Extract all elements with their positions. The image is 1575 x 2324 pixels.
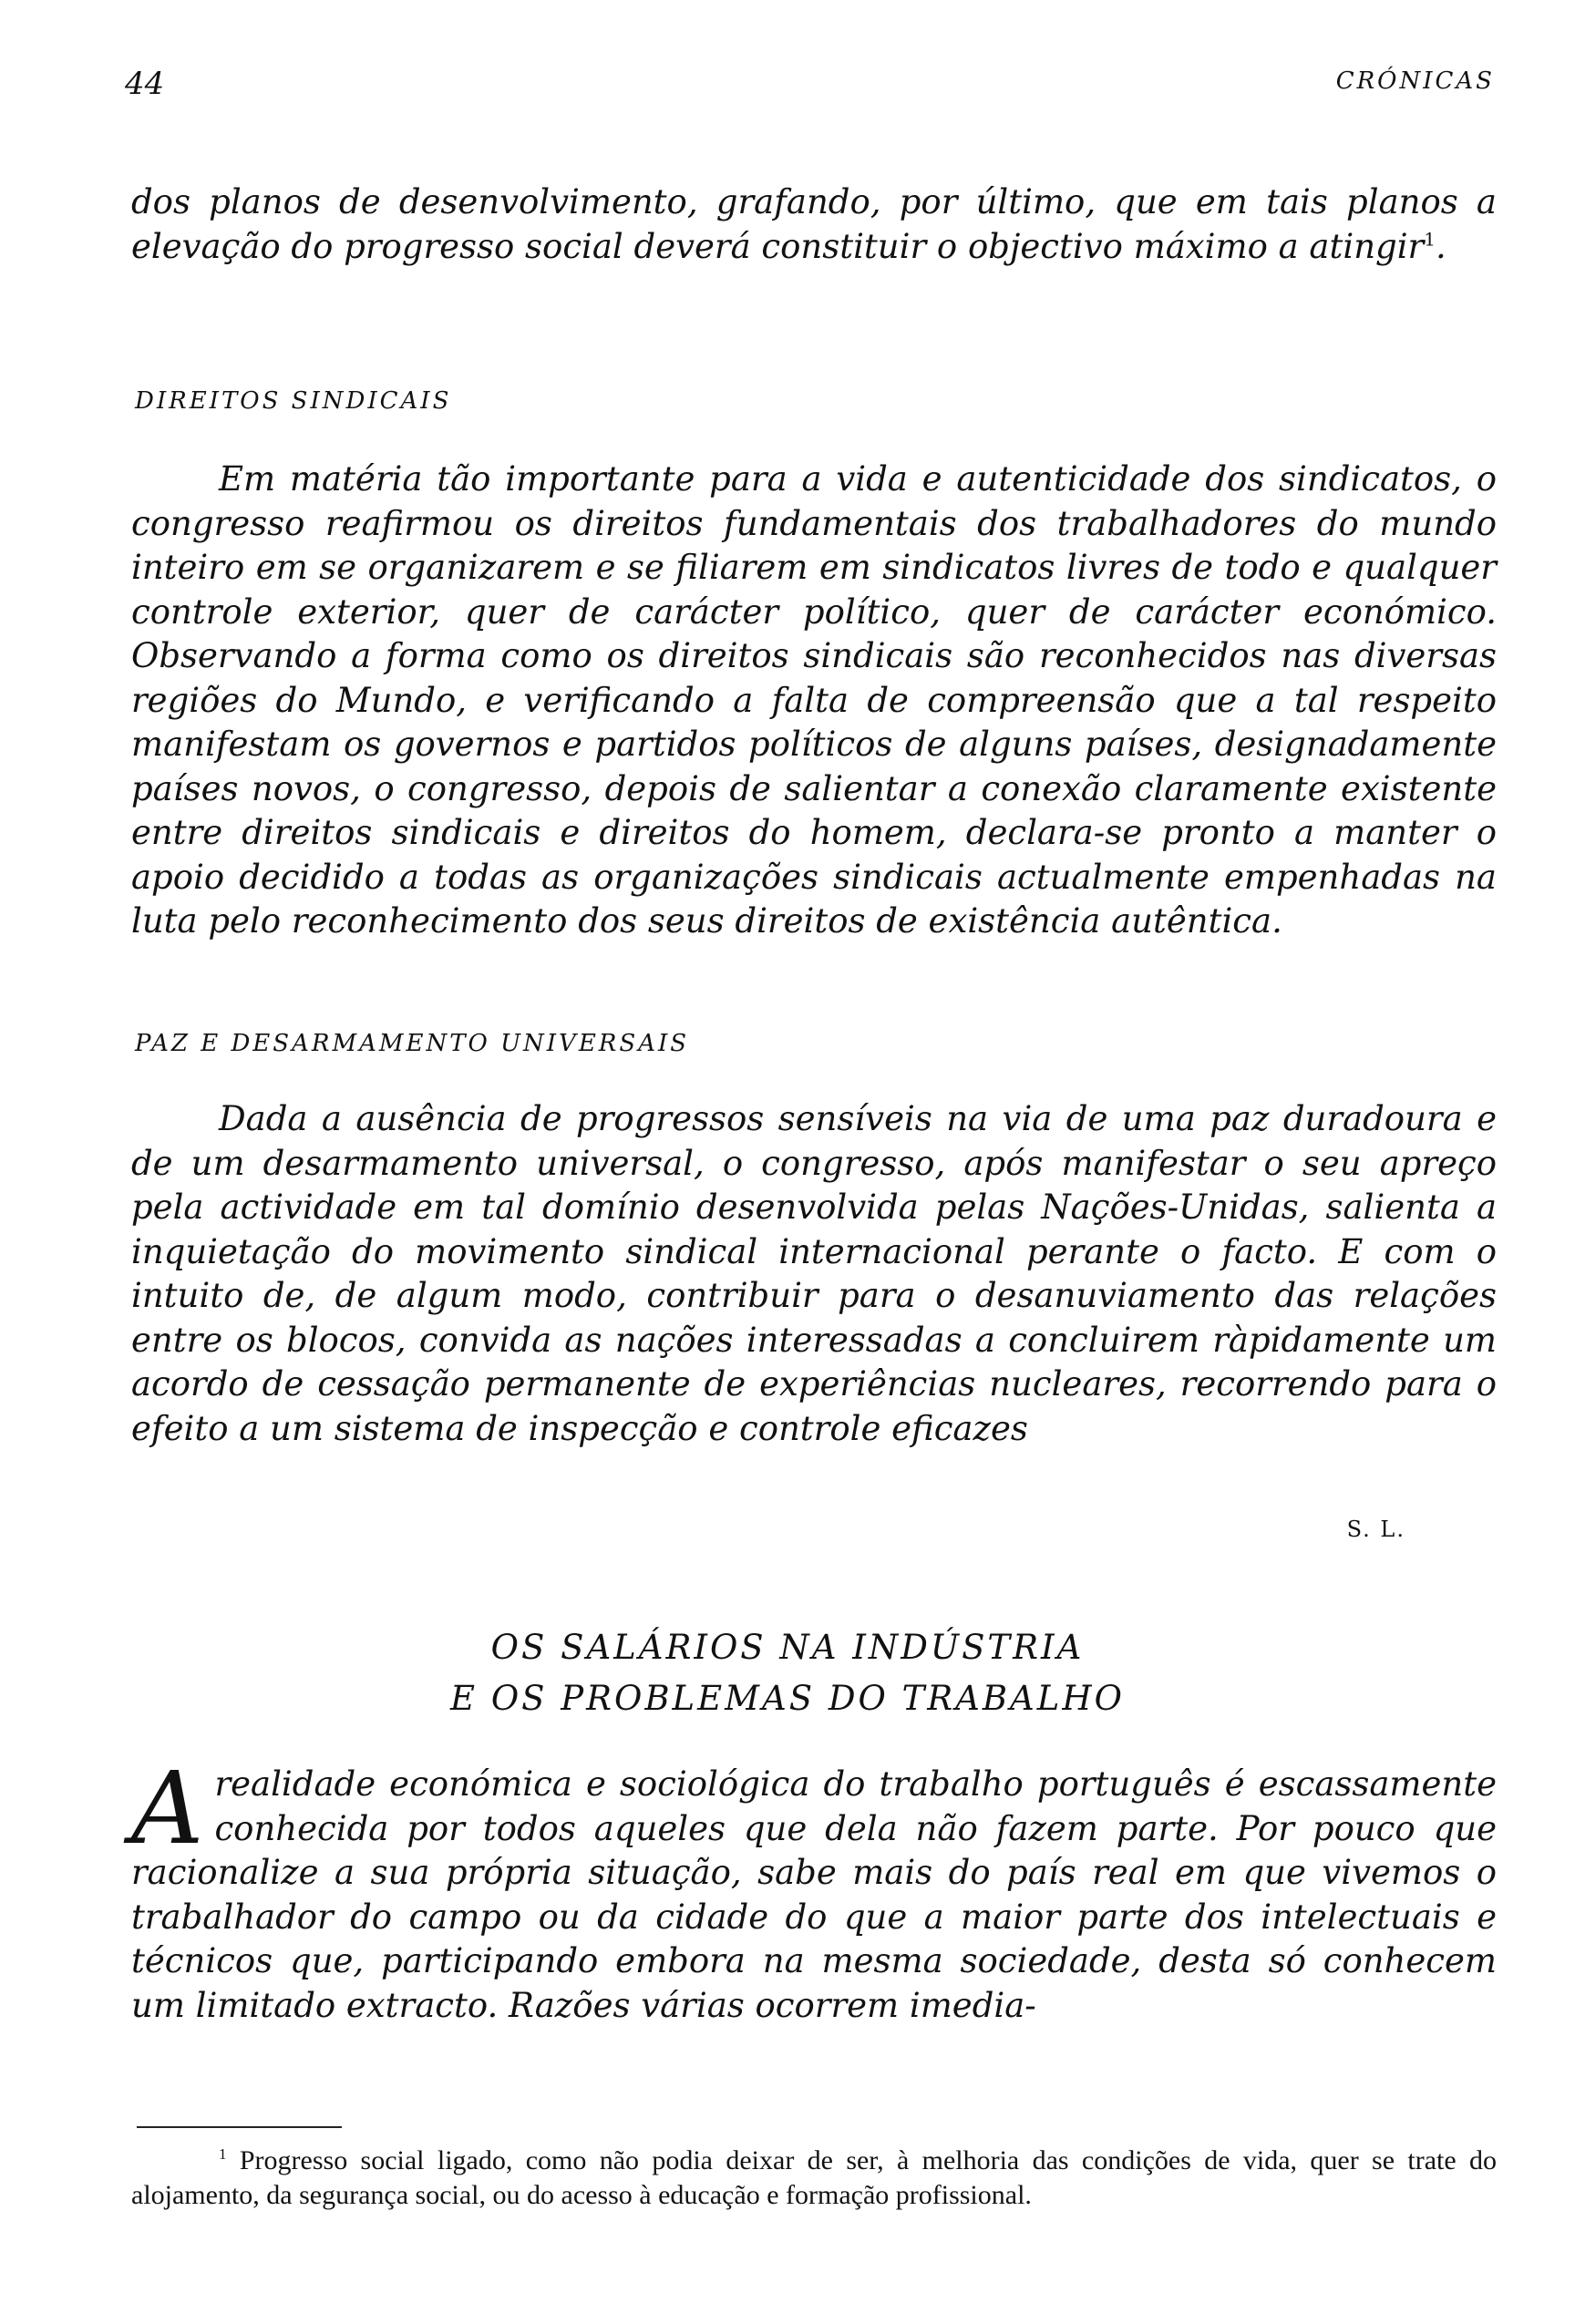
article-paragraph xyxy=(131,1750,1497,2028)
signature: S. L. xyxy=(1346,1517,1405,1542)
section-paragraph-paz-desarmamento: Dada a ausência de progressos sensíveis na via de uma paz duradoura e de um desarmamento universal, o congresso, após manifestar o seu apreço pela actividade em tal domínio desenvolvida pelas Nações-Unidas, salienta a inquietação do movimento sindical internacional perante o facto. E com o intuito de, de algum modo, contribuir para o desanuviamento das relações entre os blocos, convida as nações interessadas a concluirem ràpidamente um acordo de cessação permanente de experiências nucleares, recorrendo para o efeito a um sistema de inspecção e controle eficazes xyxy=(131,1099,1497,1448)
article-title-line-2: E OS PROBLEMAS DO TRABALHO xyxy=(450,1679,1125,1718)
footnote xyxy=(131,2144,1497,2213)
section-heading-paz-desarmamento: PAZ E DESARMAMENTO UNIVERSAIS xyxy=(135,1030,690,1057)
section-paragraph-direitos-sindicais: Em matéria tão importante para a vida e autenticidade dos sindicatos, o congresso reafirmou os direitos fundamentais dos trabalhadores do mundo inteiro em se organizarem e se filiarem em sindicatos livres de todo e qualquer controle exterior, quer de carácter político, quer de carácter económico. Observando a forma como os direitos sindicais são reconhecidos nas diversas regiões do Mundo, e verificando a falta de compreensão que a tal respeito manifestam os governos e partidos políticos de alguns países, designadamente países novos, o congresso, depois de salientar a conexão claramente existente entre direitos sindicais e direitos do homem, declara-se pronto a manter o apoio decidido a todas as organizações sindicais actualmente empenhadas na luta pelo reconhecimento dos seus direitos de existência autêntica. xyxy=(131,459,1497,941)
continuation-text: dos planos de desenvolvimento, grafando, por último, que em tais planos a elevação do progresso social deverá constituir o objectivo máximo a atingir xyxy=(131,182,1497,266)
footnote-reference: 1 xyxy=(1424,228,1436,251)
running-head: CRÓNICAS xyxy=(1335,67,1495,95)
footnote-marker: 1 xyxy=(219,2145,227,2163)
continuation-end: . xyxy=(1435,226,1446,266)
continuation-paragraph xyxy=(131,180,1497,269)
footnote-text: Progresso social ligado, como não podia deixar de ser, à melhoria das condições de vida, quer se trate do alojamento, da segurança social, ou do acesso à educação e formação profissional. xyxy=(131,2145,1498,2210)
footnote-rule xyxy=(137,2126,342,2128)
article-text: realidade económica e sociológica do trabalho português é escassamente conhecida por todos aqueles que dela não fazem parte. Por pouco que racionalize a sua própria situação, sabe mais do país real em que vivemos o trabalhador do campo ou da cidade do que a maior parte dos intelectuais e técnicos que, participando embora na mesma sociedade, desta só conhecem um limitado extracto. Razões várias ocorrem imedia- xyxy=(131,1764,1497,2025)
page-number: 44 xyxy=(125,66,165,102)
article-title-line-1: OS SALÁRIOS NA INDÚSTRIA xyxy=(490,1628,1085,1667)
drop-cap: A xyxy=(131,1750,204,1866)
section-heading-direitos-sindicais: DIREITOS SINDICAIS xyxy=(135,387,452,415)
